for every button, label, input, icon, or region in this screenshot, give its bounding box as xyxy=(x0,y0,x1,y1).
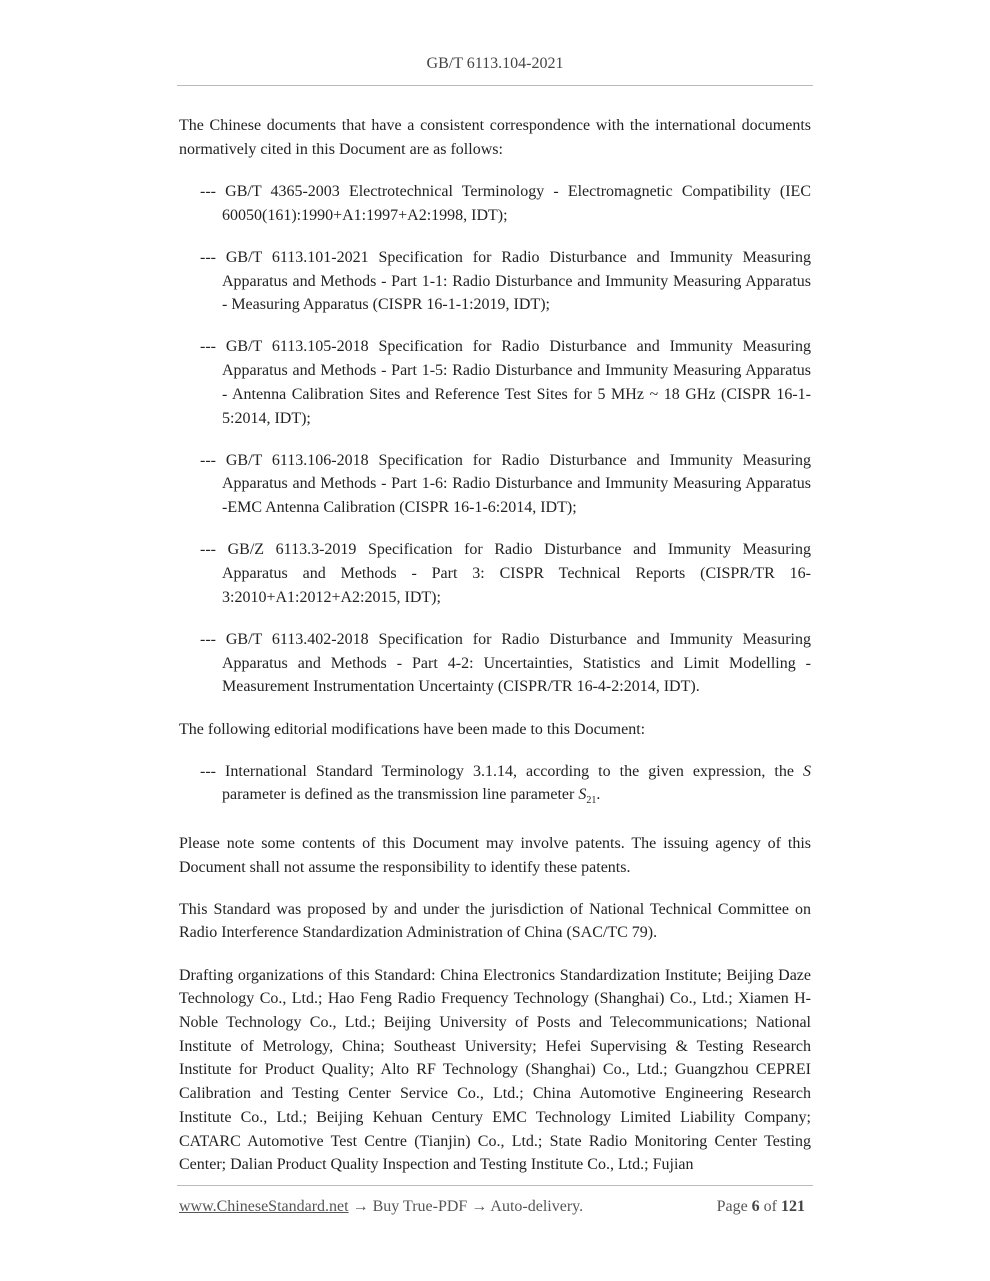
intro-paragraph: The Chinese documents that have a consistent correspondence with the international documents normatively cited in this Document are as follows: xyxy=(179,117,811,158)
s21-symbol: S xyxy=(578,786,587,804)
document-body xyxy=(179,114,811,1196)
editorial-end: . xyxy=(596,786,601,804)
reference-item: --- GB/T 4365-2003 Electrotechnical Terminology - Electromagnetic Compatibility (IEC 60050(161):1990+A1:1997+A2:1998, IDT); xyxy=(200,182,811,224)
patents-paragraph: Please note some contents of this Document may involve patents. The issuing agency of this Document shall not assume the responsibility to identify these patents. xyxy=(179,834,811,876)
editorial-intro: The following editorial modifications have been made to this Document: xyxy=(179,720,646,738)
reference-item: --- GB/T 6113.402-2018 Specification for Radio Disturbance and Immunity Measuring Apparatus and Methods - Part 4-2: Uncertainties, Statistics and Limit Modelling - Measurement Instrumentation Uncertainty (CISPR/TR 16-4-2:2014, IDT). xyxy=(200,630,811,696)
page-footer xyxy=(179,1198,805,1216)
editorial-item xyxy=(179,760,811,814)
s-symbol: S xyxy=(803,762,811,780)
reference-item: --- GB/T 6113.106-2018 Specification for Radio Disturbance and Immunity Measuring Apparatus and Methods - Part 1-6: Radio Disturbance and Immunity Measuring Apparatus -EMC Antenna Calibration (CISPR 16-1-6:2014, IDT); xyxy=(200,451,811,517)
current-page: 6 xyxy=(751,1198,760,1215)
s21-subscript: 21 xyxy=(586,795,597,807)
of-label: of xyxy=(763,1198,777,1215)
footer-tagline: → Buy True-PDF → Auto-delivery. xyxy=(348,1198,584,1215)
reference-item: --- GB/T 6113.105-2018 Specification for Radio Disturbance and Immunity Measuring Apparatus and Methods - Part 1-5: Radio Disturbance and Immunity Measuring Apparatus - Antenna Calibration Sites and Reference Test Sites for 5 MHz ~ 18 GHz (CISPR 16-1-5:2014, IDT); xyxy=(200,338,811,427)
header-divider xyxy=(177,85,813,86)
website-link[interactable]: www.ChineseStandard.net xyxy=(179,1198,349,1215)
page-header: GB/T 6113.104-2021 xyxy=(426,55,564,72)
total-pages: 121 xyxy=(781,1198,805,1215)
editorial-text: --- International Standard Terminology 3.1.14, according to the given expression, the xyxy=(200,762,803,780)
reference-item: --- GB/Z 6113.3-2019 Specification for Radio Disturbance and Immunity Measuring Apparatus and Methods - Part 3: CISPR Technical Reports (CISPR/TR 16-3:2010+A1:2012+A2:2015, IDT); xyxy=(200,541,811,606)
drafting-paragraph: Drafting organizations of this Standard: China Electronics Standardization Institute; Beijing Daze Technology Co., Ltd.; Hao Feng Radio Frequency Technology (Shanghai) Co., Ltd.; Xiamen H-Noble Technology Co., Ltd.; Beijing University of Posts and Telecommunications; National Institute of Metrology, China; Southeast University; Hefei Supervising & Testing Research Institute for Product Quality; Alto RF Technology (Shanghai) Co., Ltd.; Guangzhou CEPREI Calibration and Testing Center Service Co., Ltd.; China Automotive Engineering Research Institute Co., Ltd.; Beijing Kehuan Century EMC Technology Limited Liability Company; CATARC Automotive Test Centre (Tianjin) Co., Ltd.; State Radio Monitoring Center Testing Center; Dalian Product Quality Inspection and Testing Institute Co., Ltd.; Fujian xyxy=(179,966,811,1174)
page-label: Page xyxy=(716,1198,748,1215)
proposed-paragraph: This Standard was proposed by and under the jurisdiction of National Technical Committee on Radio Interference Standardization Administration of China (SAC/TC 79). xyxy=(179,900,811,942)
reference-item: --- GB/T 6113.101-2021 Specification for Radio Disturbance and Immunity Measuring Apparatus and Methods - Part 1-1: Radio Disturbance and Immunity Measuring Apparatus - Measuring Apparatus (CISPR 16-1-1:2019, IDT); xyxy=(200,248,811,314)
editorial-text: parameter is defined as the transmission line parameter xyxy=(222,786,579,804)
page-number xyxy=(717,1198,805,1216)
footer-divider xyxy=(177,1185,813,1186)
